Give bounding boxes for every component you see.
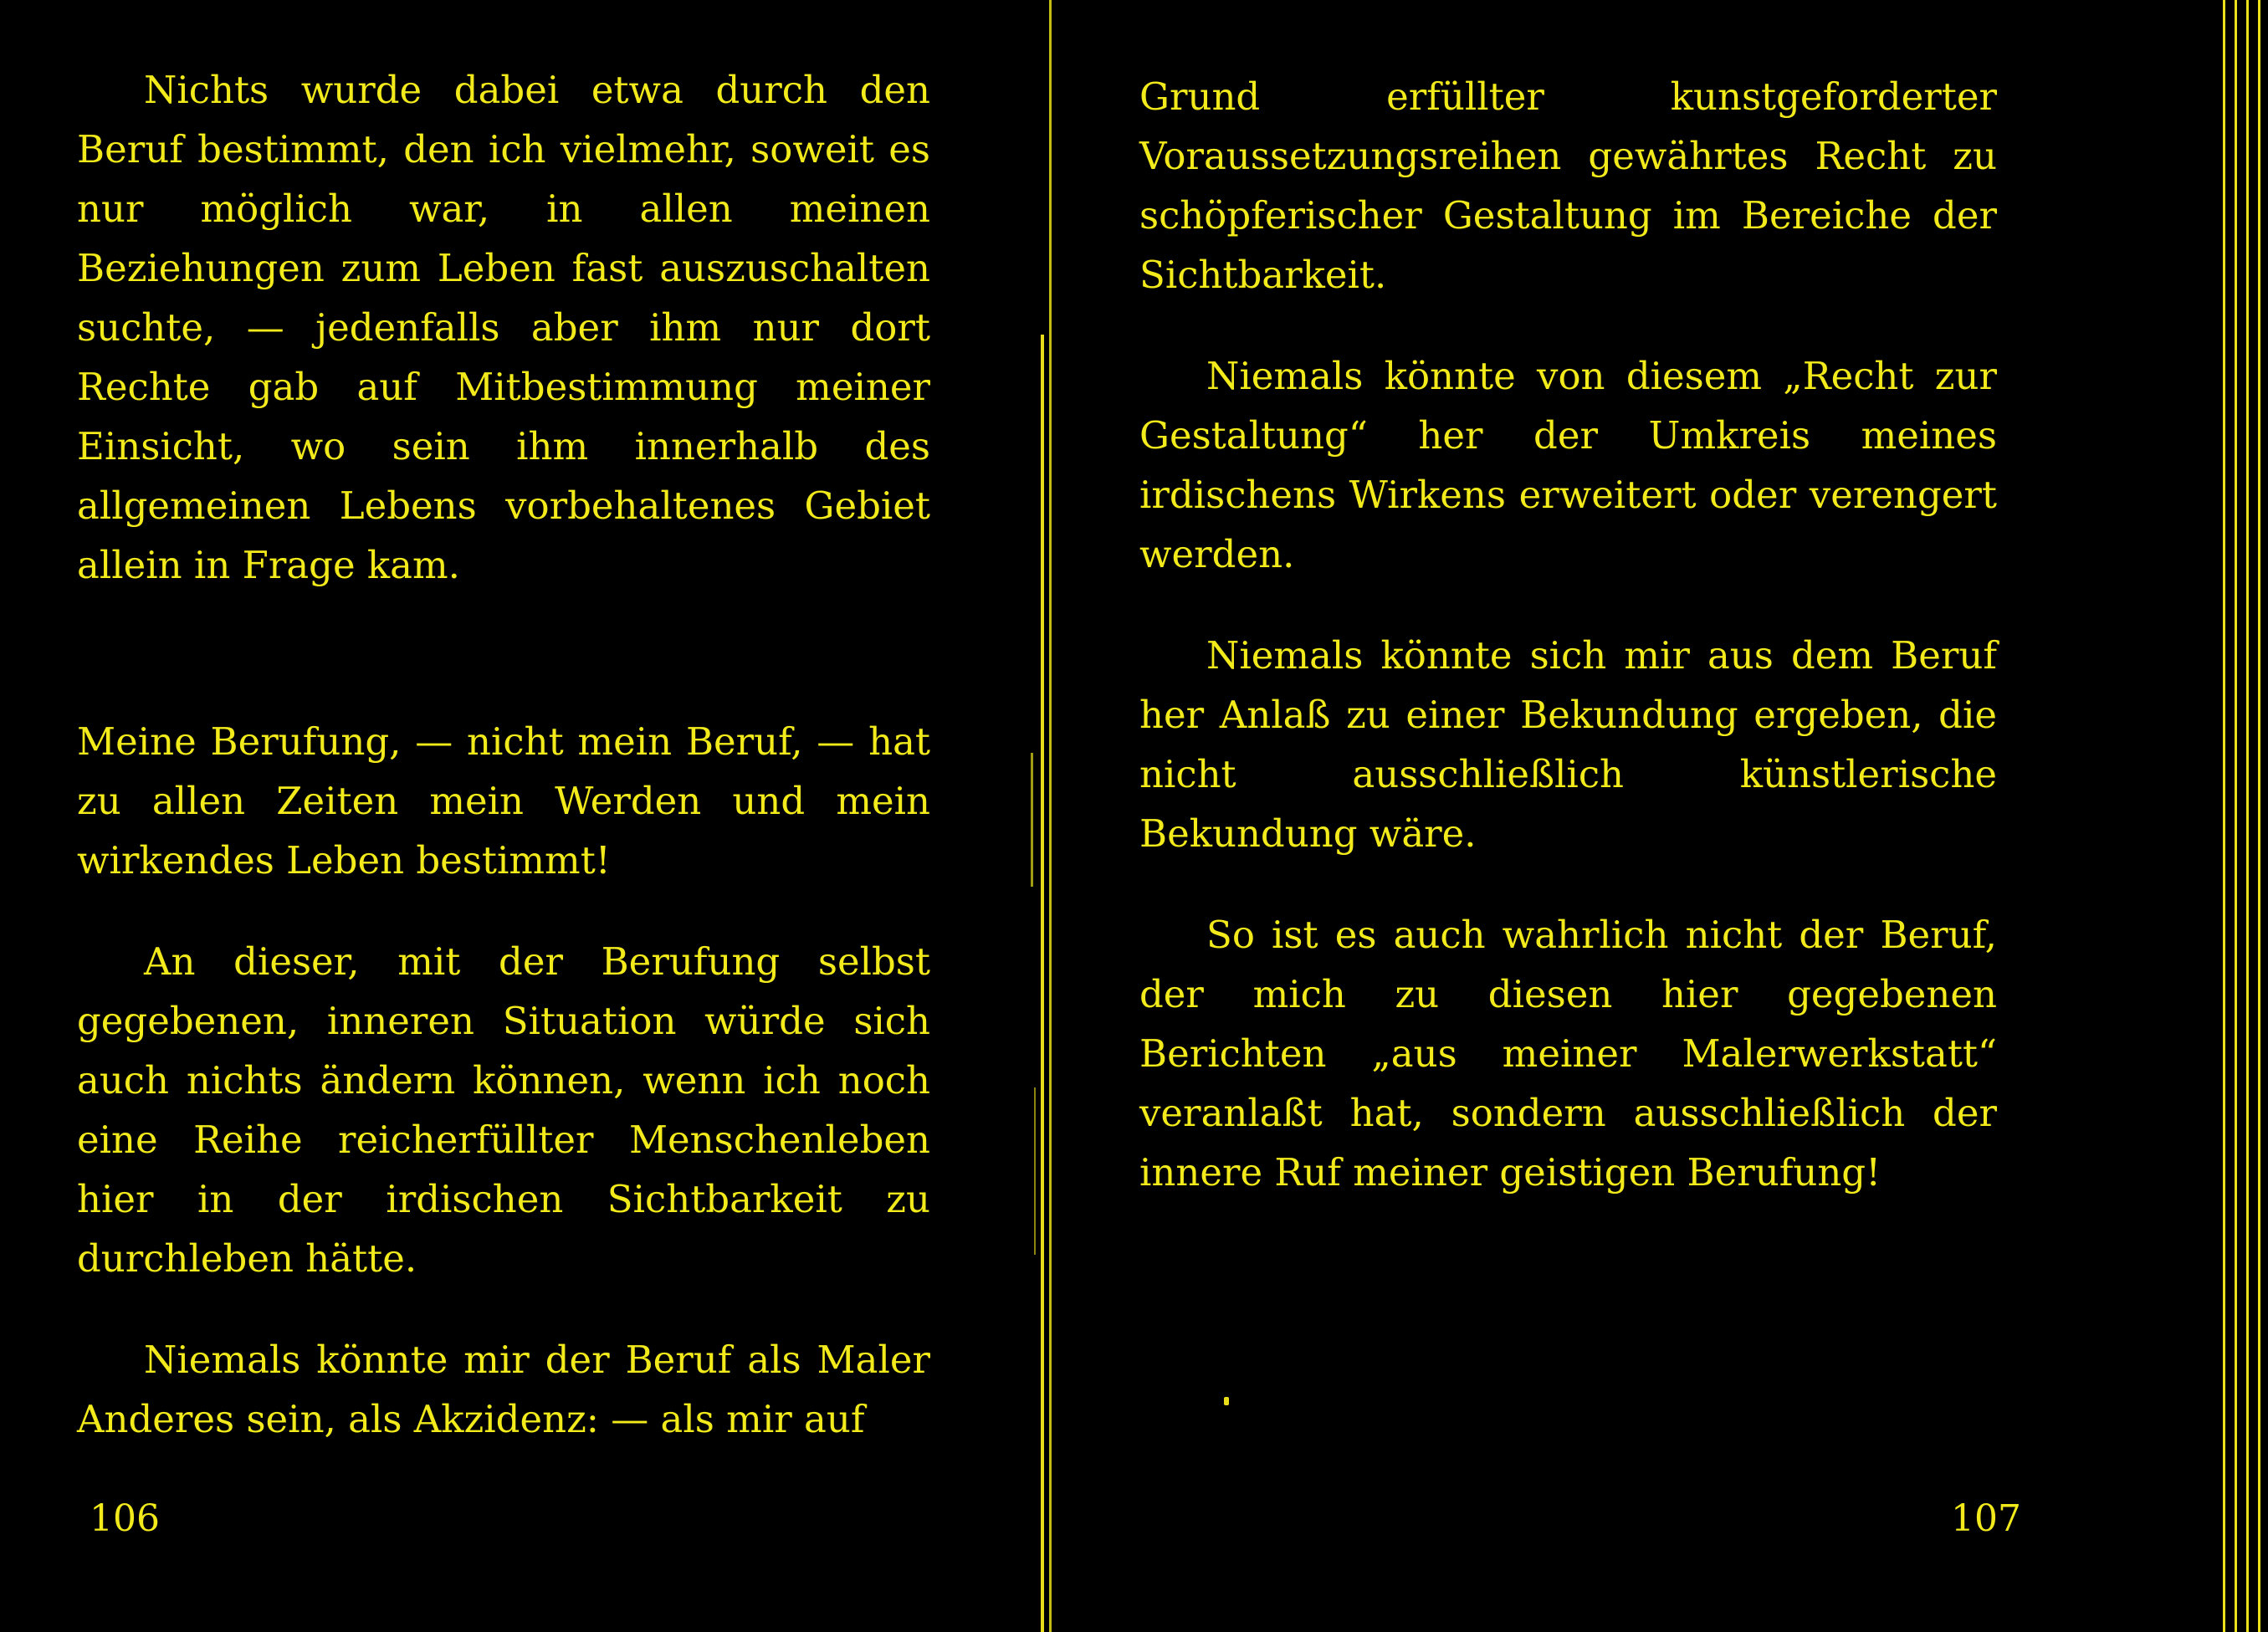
paragraph-gap xyxy=(1139,863,1997,905)
paragraph-gap xyxy=(77,890,930,932)
binding-line xyxy=(1034,1087,1036,1255)
right-paragraph-3: Niemals könnte sich mir aus dem Beruf her Anlaß zu einer Bekundung ergeben, die nicht ausschließlich künstlerische Bekundung wäre. xyxy=(1139,633,1997,856)
right-paragraph-2: Niemals könnte von diesem „Recht zur Gestaltung“ her der Umkreis meines irdischens Wirkens erweitert oder verengert werden. xyxy=(1139,354,1997,576)
page-number-right: 107 xyxy=(1951,1497,2021,1540)
page-edge-stripes xyxy=(2218,0,2268,1632)
paragraph-gap xyxy=(1139,584,1997,626)
paragraph-gap xyxy=(1139,304,1997,346)
left-paragraph-2: Meine Berufung, — nicht mein Beruf, — hat zu allen Zeiten mein Werden und mein wirkendes Leben bestimmt! xyxy=(77,719,930,883)
ink-speck xyxy=(1224,1397,1229,1405)
right-page-text xyxy=(1139,67,1997,1202)
binding-line xyxy=(1041,335,1044,1632)
binding-line xyxy=(1049,0,1052,1632)
left-paragraph-3: An dieser, mit der Berufung selbst gegebenen, inneren Situation würde sich auch nichts ändern können, wenn ich noch eine Reihe reicherfüllter Menschenleben hier in der irdischen Sichtbarkeit zu durchleben hätte. xyxy=(77,939,930,1281)
right-paragraph-4: So ist es auch wahrlich nicht der Beruf, der mich zu diesen hier gegebenen Berichten „aus meiner Malerwerkstatt“ veranlaßt hat, sondern ausschließlich der innere Ruf meiner geistigen Berufung! xyxy=(1139,913,1997,1195)
right-paragraph-1: Grund erfüllter kunstgeforderter Voraussetzungsreihen gewährtes Recht zu schöpferischer Gestaltung im Bereiche der Sichtbarkeit. xyxy=(1139,74,1997,297)
binding-line xyxy=(1031,753,1033,887)
left-paragraph-1: Nichts wurde dabei etwa durch den Beruf bestimmt, den ich vielmehr, soweit es nur möglich war, in allen meinen Beziehungen zum Leben fast auszuschalten suchte, — jedenfalls aber ihm nur dort Rechte gab auf Mitbestimmung meiner Einsicht, wo sein ihm innerhalb des allgemeinen Lebens vorbehaltenes Gebiet allein in Frage kam. xyxy=(77,68,930,587)
left-paragraph-4: Niemals könnte mir der Beruf als Maler Anderes sein, als Akzidenz: — als mir auf xyxy=(77,1338,930,1441)
page-number-left: 106 xyxy=(90,1497,160,1540)
paragraph-gap xyxy=(77,595,930,712)
paragraph-gap xyxy=(77,1288,930,1330)
left-page xyxy=(0,0,1037,1632)
right-page xyxy=(1056,0,2268,1632)
left-page-text xyxy=(77,60,930,1449)
